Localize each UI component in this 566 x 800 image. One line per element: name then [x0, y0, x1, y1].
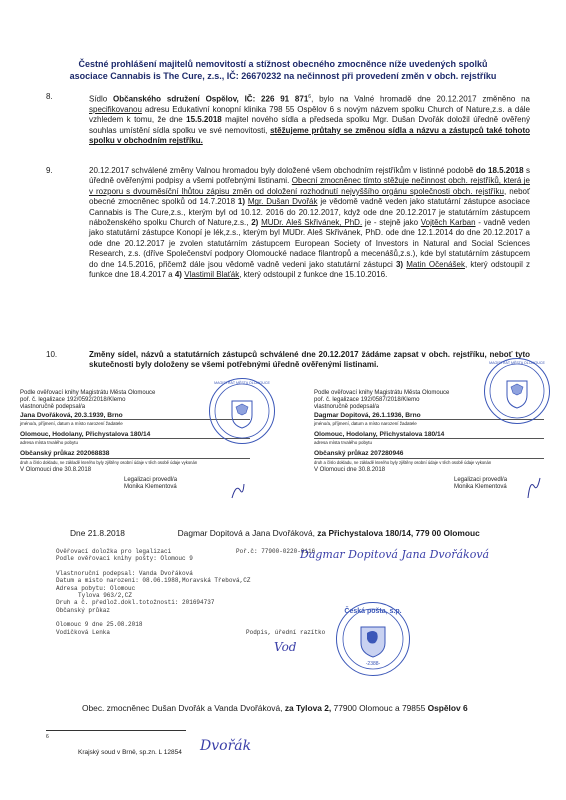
verify-right-line: vlastnoručně podepsal/a — [314, 404, 380, 411]
seal-right-emblem-icon — [485, 359, 549, 423]
verify-right-address: Olomouc, Hodolany, Přichystalova 180/14 — [314, 431, 445, 439]
section-8-date: 15.5.2018 — [186, 115, 222, 125]
seal-left — [209, 378, 275, 444]
bottom-address-2: Ospělov 6 — [427, 703, 468, 713]
signature-posta: Vod — [274, 640, 297, 654]
posta-verification — [56, 548, 356, 636]
verify-right-id: Občanský průkaz 207280946 — [314, 450, 404, 458]
section-8-org: Občanského sdružení Ospělov, IČ: 226 91 871 — [113, 94, 309, 104]
section-9-n1: 1) — [237, 197, 248, 207]
verify-left-caption: adresa místa trvalého pobytu — [20, 438, 250, 446]
section-9-n3: 3) — [395, 259, 407, 269]
section-8-complaint: stěžujeme průtahy se změnou sídla a názvu a zástupců také tohoto spolku v obchodním rejstříku. — [89, 125, 530, 146]
section-10-text: Změny sídel, názvů a statutárních zástupců schválené dne 20.12.2017 žádáme zapsat v obch. rejstříku, neboť tyto skutečnosti byly doloženy se všemi potřebnými úředně ověřenými listinami. — [89, 350, 530, 370]
bottom-text-a: Obec. zmocněnec Dušan Dvořák a Vanda Dvořáková, — [82, 703, 285, 713]
verify-left-caption: jméno/a, příjmení, datum a místo narození žadatele — [20, 419, 250, 427]
section-9-text-g: , který odstoupil z funkce dne 18.4.2017 a — [89, 259, 531, 280]
section-9-date: do 18.5.2018 — [475, 166, 524, 175]
posta-id-doc: Druh a č. předlož.dokl.totožnosti: 201694737 — [56, 599, 215, 607]
posta-signer: Vlastnoruční podepsal: Vanda Dvořáková — [56, 569, 193, 577]
posta-order-number: Poř.č: 77900-0220-0116 — [236, 548, 316, 555]
section-9-person-2b: Vojtěch Karban — [420, 218, 476, 228]
section-9-person-1: Mgr. Dušan Dvořák — [247, 197, 318, 207]
section-9-text-h: , který odstoupil z funkce dne 15.10.2016. — [239, 270, 388, 280]
verify-right-line: poř. č. legalizace 192/0587/2018/Klemo — [314, 397, 420, 404]
section-9-text-e: je - stejně jako — [362, 218, 421, 228]
posta-signature-caption: Podpis, úřední razítko — [246, 628, 326, 636]
verify-right-caption: jméno/a, příjmení, datum a místo narození žadatele — [314, 419, 544, 427]
posta-stamp-title: Česká pošta, s.p. — [344, 608, 402, 615]
verify-right-caption: adresa místa trvalého pobytu — [314, 438, 544, 446]
section-9-n4: 4) — [174, 270, 185, 280]
verify-left-line: Podle ověřovací knihy Magistrátu Města Olomouce — [20, 390, 156, 396]
verify-left-caption: druh a číslo dokladu, ne základě kterého byly zjištěny osobní údaje v těch osobě údaje vykonán — [20, 458, 250, 466]
section-8-text — [89, 92, 530, 147]
verify-left-id: Občanský průkaz 202068838 — [20, 450, 110, 458]
title-line-1: Čestné prohlášení majitelů nemovitostí a stížnost obecného zmocněnce níže uvedených spolků — [78, 59, 488, 69]
section-9-text-d: je vědomě vadně veden jako statutární zástupce asociace Cannabis is The Cure,z.s., kterým byl od 10.12. 2016 do 20.12.2017, když ode dne 20.12.2017 je statutárním zástupcem náboženského spolku Church of Nature,z.s., — [89, 197, 530, 228]
verify-right-caption: druh a číslo dokladu, ne základě kterého byly zjištěny osobní údaje v těch osobě údaje vykonán — [314, 458, 544, 466]
title-line-2: asociace Cannabis is The Cure, z.s., IČ: 26670232 na nečinnost při provedení změn v obch. rejstříku — [69, 71, 497, 81]
verify-right-signer: Dagmar Dopitová, 26.1.1936, Brno — [314, 411, 421, 419]
posta-line-officer — [56, 629, 356, 636]
verify-right-officer-name: Monika Klementová — [454, 484, 507, 491]
verify-left-officer-label: Legalizaci provedl/a — [124, 477, 178, 483]
verify-left-officer — [124, 477, 177, 491]
section-9-text-c: , neboť obecné zmocněnec spolků od 14.7.2018 — [89, 186, 530, 207]
verify-right-line: Podle ověřovací knihy Magistrátu Města Olomouce — [314, 390, 450, 396]
verify-left-date: V Olomouci dne 30.8.2018 — [20, 466, 92, 473]
verify-left-officer-name: Monika Klementová — [124, 484, 177, 491]
posta-officer: Vodičková Lenka — [56, 628, 111, 636]
seal-right-text: MAGISTRÁT MĚSTA OLOMOUCE — [489, 361, 545, 365]
bottom-attorneys — [82, 703, 562, 713]
date-line-date: Dne 21.8.2018 — [70, 528, 125, 538]
seal-right — [484, 358, 550, 424]
verify-right-officer — [454, 477, 507, 491]
posta-stamp — [336, 602, 410, 676]
posta-date: Olomouc 9 dne 25.08.2018 — [56, 621, 143, 629]
section-10-number: 10. — [46, 350, 58, 359]
section-8-specified: specifikovanou — [89, 105, 142, 115]
signature-footer: Dvořák — [200, 738, 252, 754]
posta-book: Podle ověřovací knihy pošty: Olomouc 9 — [56, 555, 193, 563]
verify-left-address: Olomouc, Hodolany, Přichystalova 180/14 — [20, 431, 151, 439]
section-9-text-b: s úředně ověřenými podpisy a všemi potřebnými listinami. — [89, 166, 530, 186]
footnote-text: Krajský soud v Brně, sp.zn. L 12854 — [78, 749, 182, 756]
section-9-person-4: Vlastimil Blaťák — [184, 270, 240, 280]
section-8-number: 8. — [46, 92, 53, 101]
seal-left-emblem-icon — [210, 379, 274, 443]
seal-left-text: MAGISTRÁT MĚSTA OLOMOUCE — [214, 381, 270, 385]
signature-left-mark — [226, 478, 256, 502]
section-8-text-c: adresu Edukativní konopní klinika 798 55 Ospělov 6 s novým názvem spolku Church of Nature,z.s. a dále vzhledem k tomu, že dne — [89, 105, 530, 125]
date-line-address: za Přichystalova 180/14, 779 00 Olomouc — [317, 528, 480, 538]
verify-left-line: poř. č. legalizace 192/0592/2018/Klemo — [20, 397, 126, 404]
signature-right-mark — [520, 472, 550, 502]
bottom-address-1: za Tylova 2, — [284, 703, 332, 713]
posta-id-type: Občanský průkaz — [56, 606, 111, 614]
footnote-rule — [46, 730, 186, 731]
verify-left-signer: Jana Dvořáková, 20.3.1939, Brno — [20, 411, 123, 419]
posta-address-street: Tylova 963/2,CZ — [78, 592, 133, 600]
section-8-text-b: , bylo na Valné hromadě dne 20.12.2017 změněno na — [311, 94, 530, 104]
section-9-complaint: Obecní zmocněnec tímto stěžuje nečinnost obch. rejstříků, která je v rozporu s dvouměsíční lhůtou zápisu změn od doložení rozhodnutí nejvyššího orgánu společnosti obch. rejstříku — [89, 176, 530, 196]
posta-birth: Datum a místo narození: 08.06.1988,Moravská Třebová,CZ — [56, 577, 251, 585]
date-line — [70, 528, 550, 538]
document-title — [40, 58, 526, 82]
date-line-names: Dagmar Dopitová a Jana Dvořáková, — [177, 528, 318, 538]
posta-stamp-number: -2388- — [365, 661, 381, 667]
section-8-footnote-ref: 6 — [308, 94, 312, 100]
section-8-text-a: Sídlo — [89, 94, 114, 104]
signature-holders: Dagmar Dopitová Jana Dvořáková — [300, 548, 490, 561]
verify-right-officer-label: Legalizaci provedl/a — [454, 477, 508, 483]
section-9-text — [89, 166, 530, 280]
section-9-person-2: MUDr. Aleš Skřivánek, PhD. — [261, 218, 363, 228]
section-9-n2: 2) — [251, 218, 262, 228]
section-9-text-a: 20.12.2017 schválené změny Valnou hromadou byly doložené všem obchodním rejstříkům v listinné podobě — [89, 166, 476, 175]
section-9-text-f: - vadně veden jako statutární zástupce Konopí je lék,z.s., kterým byl MUDr. Aleš Skřivánek, PhD. ode dne 12.1.2014 do dne 20.12.2017 a ode dne 20.12.2017 je zvolen statutárním zástupcem European Society of Investors in Natural and Social Sciences Research, z.s. (dříve Společenství podpory Olomoucké nadace filantropů a mecenášů,z.s.), kde byl statutárním zástupcem do dne 14.5.2016, přičemž dále jsou vědomě vadně vedeni jako statutární zástupci — [89, 218, 531, 269]
verify-right-date: V Olomouci dne 30.8.2018 — [314, 466, 386, 473]
section-8-text-d: majitel nového sídla a předseda spolku Mgr. Dušan Dvořák doložil úředně ověřený souhlas umístění sídla spolku ve své nemovitosti, — [89, 115, 531, 135]
verify-left-line: vlastnoručně podepsal/a — [20, 404, 86, 411]
section-9-person-3: Matin Očenášek — [406, 259, 465, 269]
posta-address: Adresa pobytu: Olomouc — [56, 584, 136, 592]
bottom-text-b: 77900 Olomouc a 79855 — [331, 703, 428, 713]
footnote-number: 6 — [46, 734, 49, 740]
posta-clause: Ověřovací doložka pro legalizaci — [56, 548, 172, 555]
section-9-number: 9. — [46, 166, 53, 175]
